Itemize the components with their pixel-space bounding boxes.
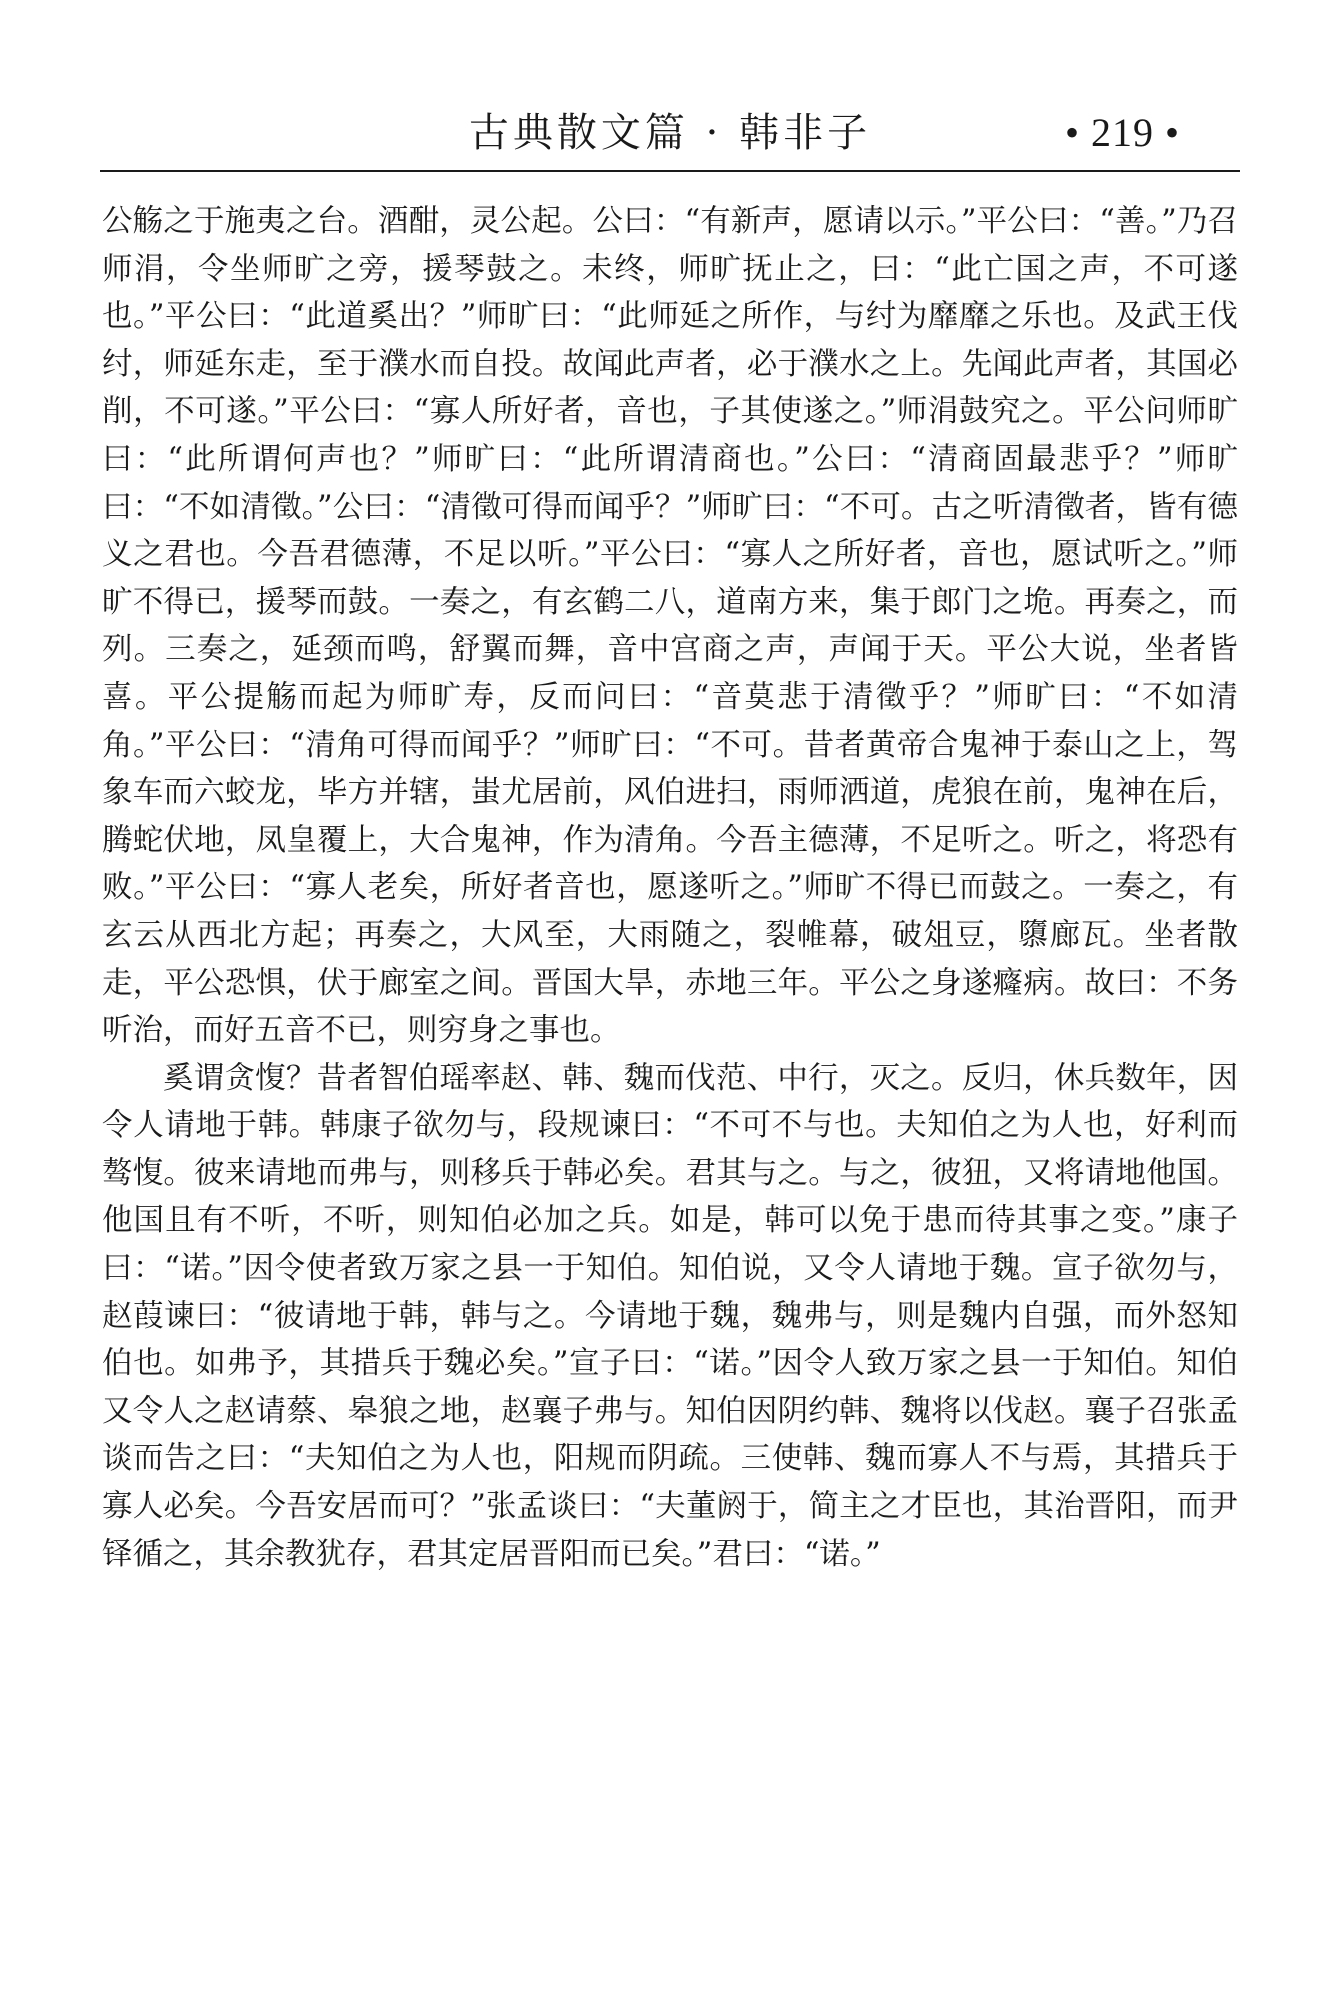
page-number: • 219 • xyxy=(1064,110,1180,155)
header-rule xyxy=(100,170,1240,172)
running-header xyxy=(100,100,1240,160)
paragraph: 公觞之于施夷之台。酒酣，灵公起。公曰：“有新声，愿请以示。”平公曰：“善。”乃召师涓，令坐师旷之旁，援琴鼓之。未终，师旷抚止之，曰：“此亡国之声，不可遂也。”平公曰：“此道奚出？”师旷曰：“此师延之所作，与纣为靡靡之乐也。及武王伐纣，师延东走，至于濮水而自投。故闻此声者，必于濮水之上。先闻此声者，其国必削，不可遂。”平公曰：“寡人所好者，音也，子其使遂之。”师涓鼓究之。平公问师旷曰：“此所谓何声也？”师旷曰：“此所谓清商也。”公曰：“清商固最悲乎？”师旷曰：“不如清徵。”公曰：“清徵可得而闻乎？”师旷曰：“不可。古之听清徵者，皆有德义之君也。今吾君德薄，不足以听。”平公曰：“寡人之所好者，音也，愿试听之。”师旷不得已，援琴而鼓。一奏之，有玄鹤二八，道南方来，集于郎门之垝。再奏之，而列。三奏之，延颈而鸣，舒翼而舞，音中宫商之声，声闻于天。平公大说，坐者皆喜。平公提觞而起为师旷寿，反而问曰：“音莫悲于清徵乎？”师旷曰：“不如清角。”平公曰：“清角可得而闻乎？”师旷曰：“不可。昔者黄帝合鬼神于泰山之上，驾象车而六蛟龙，毕方并辖，蚩尤居前，风伯进扫，雨师洒道，虎狼在前，鬼神在后，腾蛇伏地，凤皇覆上，大合鬼神，作为清角。今吾主德薄，不足听之。听之，将恐有败。”平公曰：“寡人老矣，所好者音也，愿遂听之。”师旷不得已而鼓之。一奏之，有玄云从西北方起；再奏之，大风至，大雨随之，裂帷幕，破俎豆，隳廊瓦。坐者散走，平公恐惧，伏于廊室之间。晋国大旱，赤地三年。平公之身遂癃病。故曰：不务听治，而好五音不已，则穷身之事也。 xyxy=(102,204,1238,1049)
body-text xyxy=(102,198,1238,1578)
paragraph: 奚谓贪愎？昔者智伯瑶率赵、韩、魏而伐范、中行，灭之。反归，休兵数年，因令人请地于韩。韩康子欲勿与，段规谏曰：“不可不与也。夫知伯之为人也，好利而骜愎。彼来请地而弗与，则移兵于韩必矣。君其与之。与之，彼狃，又将请地他国。他国且有不听，不听，则知伯必加之兵。如是，韩可以免于患而待其事之变。”康子曰：“诺。”因令使者致万家之县一于知伯。知伯说，又令人请地于魏。宣子欲勿与，赵葭谏曰：“彼请地于韩，韩与之。今请地于魏，魏弗与，则是魏内自强，而外怒知伯也。如弗予，其措兵于魏必矣。”宣子曰：“诺。”因令人致万家之县一于知伯。知伯又令人之赵请蔡、皋狼之地，赵襄子弗与。知伯因阴约韩、魏将以伐赵。襄子召张孟谈而告之曰：“夫知伯之为人也，阳规而阴疏。三使韩、魏而寡人不与焉，其措兵于寡人必矣。今吾安居而可？”张孟谈曰：“夫董阏于，简主之才臣也，其治晋阳，而尹铎循之，其余教犹存，君其定居晋阳而已矣。”君曰：“诺。” xyxy=(102,1060,1238,1572)
running-header-title: 古典散文篇 · 韩非子 xyxy=(468,110,872,156)
